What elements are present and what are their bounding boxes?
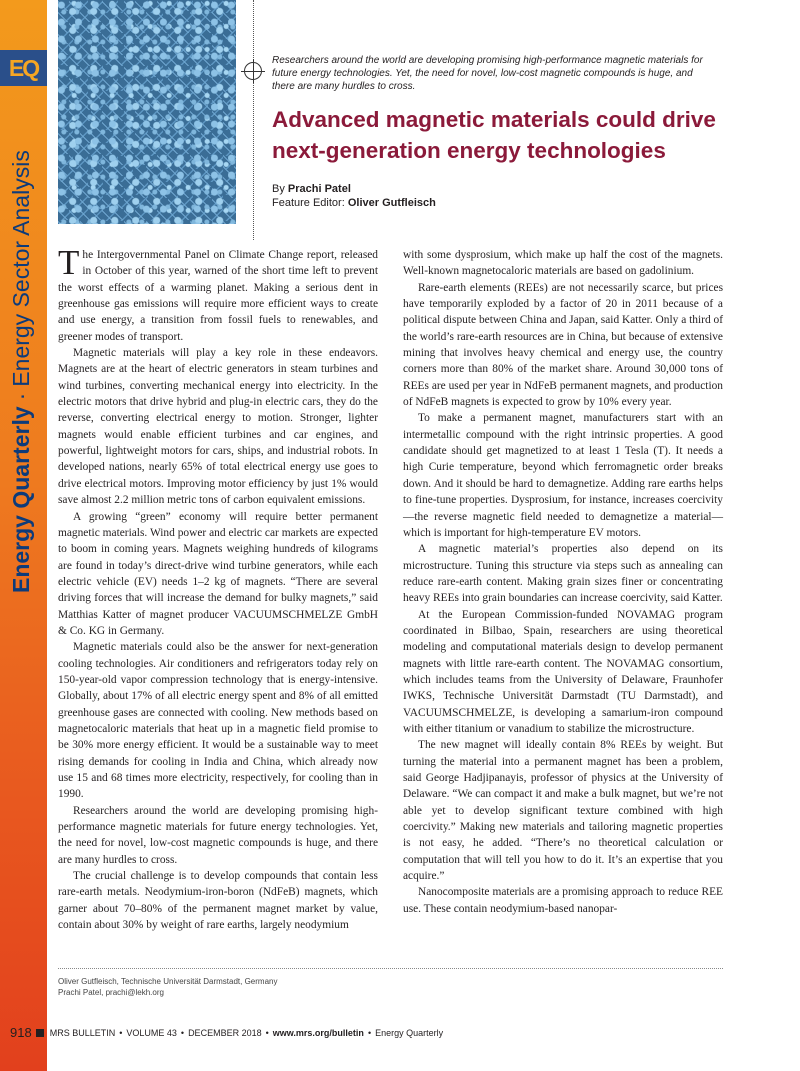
square-bullet-icon xyxy=(36,1029,44,1037)
article-title: Advanced magnetic materials could drive next-generation energy technologies xyxy=(272,107,716,163)
editor-line xyxy=(272,196,436,210)
paragraph-text: he Intergovernmental Panel on Climate Change report, released in October of this year, warned of the short time left to prevent the worst effects of a warming planet. Making a serious dent in greenhouse gas emissions will require more efficient ways to create and use energy, a transition from fossil fuels to renewables, and greener modes of transport. xyxy=(58,249,378,343)
eq-logo-text: EQ xyxy=(8,54,39,81)
paragraph: Nanocomposite materials are a promising approach to reduce REE use. These contain neodymium-based nanopar- xyxy=(403,886,723,915)
journal-url[interactable]: www.mrs.org/bulletin xyxy=(272,1027,364,1038)
section-title-bold: Energy Quarterly xyxy=(8,406,34,593)
journal-name: MRS BULLETIN xyxy=(49,1027,116,1038)
footer-section: Energy Quarterly xyxy=(375,1027,444,1038)
footer-bullet: • xyxy=(367,1027,372,1038)
footer-bullet: • xyxy=(119,1027,123,1038)
page-number: 918 xyxy=(10,1025,32,1040)
paragraph: Magnetic materials could also be the answer for next-generation cooling technologies. Air conditioners and refrigerators today rely on 150-year-old vapor compression technology that is energy-intensive. Globally, about 17% of all electric energy spent and 8% of all emitted greenhouse gases are connected with cooling. New methods based on magnetocaloric materials that heat up in a magnetic field promise to be 30% more energy efficient. It would be a sustainable way to meet rising demands for cooling in India and China, which already now use 15 and 68 times more electricity, respectively, for cooling than in 1990. xyxy=(58,641,378,801)
paragraph: To make a permanent magnet, manufacturers start with an intermetallic compound with the right intrinsic properties. A good candidate should get magnetized to at least 1 Tesla (T). It needs a high Curie temperature, beyond which ferromagnetic order breaks down. And it should be hard to demagnetize. Adding rare earths helps to fine-tune properties. Dysprosium, for instance, increases coercivity—the reverse magnetic field needed to demagnetize a material—which is important for high-temperature EV motors. xyxy=(403,412,723,539)
registration-mark-icon xyxy=(244,62,262,80)
paragraph: A magnetic material’s properties also depend on its microstructure. Tuning this structure via steps such as annealing can reduce rare-earth content. Making grain sizes finer or concentrating heavy REEs into grain boundaries can increase coercivity, said Katter. xyxy=(403,543,723,605)
affiliations xyxy=(58,977,277,998)
footer-bullet: • xyxy=(180,1027,185,1038)
paragraph: A growing “green” economy will require better permanent magnetic materials. Wind power and electric car markets are expected to boom in coming years. Magnets weighing hundreds of kilograms are found in today’s direct-drive wind turbine generators, while each electric vehicle (EV) needs 1–2 kg of magnets. “There are several driving forces that will increase the demand for bulky magnets,” said Matthias Katter of magnet producer VACUUMSCHMELZE GmbH & Co. KG in Germany. xyxy=(58,510,378,637)
volume: VOLUME 43 xyxy=(126,1027,177,1038)
byline xyxy=(272,182,436,210)
by-label: By xyxy=(272,183,285,195)
issue-date: DECEMBER 2018 xyxy=(188,1027,262,1038)
affiliation-line: Prachi Patel, prachi@lekh.org xyxy=(58,987,164,997)
paragraph: with some dysprosium, which make up half the cost of the magnets. Well-known magnetocaloric materials are based on gadolinium. xyxy=(403,249,723,278)
magnetic-texture-image xyxy=(58,0,236,224)
paragraph: Researchers around the world are developing promising high-performance magnetic materials for future energy technologies. Yet, the need for novel, low-cost magnetic compounds is huge, and there are many hurdles to cross. xyxy=(58,804,378,866)
editor-name: Oliver Gutfleisch xyxy=(347,197,436,209)
body-column-right xyxy=(403,247,723,917)
article-deck: Researchers around the world are developing promising high-performance magnetic materials for future energy technologies. Yet, the need for novel, low-cost magnetic compounds is huge, and there are many hurdles to cross. xyxy=(272,55,703,92)
page-footer xyxy=(10,1025,443,1040)
eq-logo xyxy=(0,50,47,86)
crop-line xyxy=(253,0,254,240)
paragraph: The new magnet will ideally contain 8% REEs by weight. But turning the material into a permanent magnet has been a problem, said George Hadjipanayis, professor of physics at the University of Delaware. “We can compact it and make a bulk magnet, but we’re not able yet to develop significant texture combined with high coercivity.” Making new materials and tailoring magnetic properties is not easy, he added. “There’s no theoretical calculation or computation that will tell you how to do it. It’s an expertise that you acquire.” xyxy=(403,739,723,883)
editor-label: Feature Editor: xyxy=(272,197,345,209)
section-vertical-title xyxy=(8,150,35,593)
affiliation-line: Oliver Gutfleisch, Technische Universität Darmstadt, Germany xyxy=(58,977,278,986)
author-line xyxy=(272,182,436,196)
footer-bullet: • xyxy=(265,1027,269,1038)
body-column-left xyxy=(58,243,378,933)
section-title-rest: Energy Sector Analysis xyxy=(8,150,34,387)
paragraph: At the European Commission-funded NOVAMAG program coordinated in Bilbao, Spain, researchers are using theoretical modeling and computational materials design to develop permanent magnets with little rare-earth content. The NOVAMAG consortium, which includes teams from the University of Delaware, Fraunhofer IWKS, Technische Universität Darmstadt (TU Darmstadt), and VACUUMSCHMELZE, is developing a samarium-iron compound with either titanium or vanadium to stabilize the microstructure. xyxy=(403,608,723,735)
paragraph: Rare-earth elements (REEs) are not necessarily scarce, but prices have temporarily exploded by a factor of 20 in 2011 because of a political dispute between China and Japan, said Katter. Only a third of the world’s rare-earth resources are in China, but because of extensive mining that involves heavy chemical and energy use, the country corners more than 80% of the market share. Around 30,000 tons of REEs are used per year in NdFeB permanent magnets, and production of NdFeB magnets is expected to grow by 10% every year. xyxy=(403,281,723,409)
paragraph: Magnetic materials will play a key role in these endeavors. Magnets are at the heart of electric generators in steam turbines and wind turbines, converting mechanical energy into electricity. In the electric motors that drive hybrid and plug-in electric cars, they do the reverse, converting electrical energy to motion. Stronger, lighter magnets would enable efficient turbines and car engines, and powerful, lightweight motors for cars, ships, and industrial robots. In developed nations, nearly 65% of total electrical energy use goes to drive electrical motors. Improving motor efficiency by just 1% would save almost 2.2 million metric tons of carbon equivalent emissions. xyxy=(58,347,378,507)
section-separator: · xyxy=(8,392,34,401)
footnote-divider xyxy=(58,968,723,969)
drop-cap: T xyxy=(58,243,80,282)
paragraph: The crucial challenge is to develop compounds that contain less rare-earth metals. Neodymium-iron-boron (NdFeB) magnets, which garner about 70–80% of the permanent magnet market by value, contain about 30% by weight of rare earths, largely neodymium xyxy=(58,870,378,932)
author-name: Prachi Patel xyxy=(287,183,351,195)
paragraph xyxy=(58,243,378,345)
